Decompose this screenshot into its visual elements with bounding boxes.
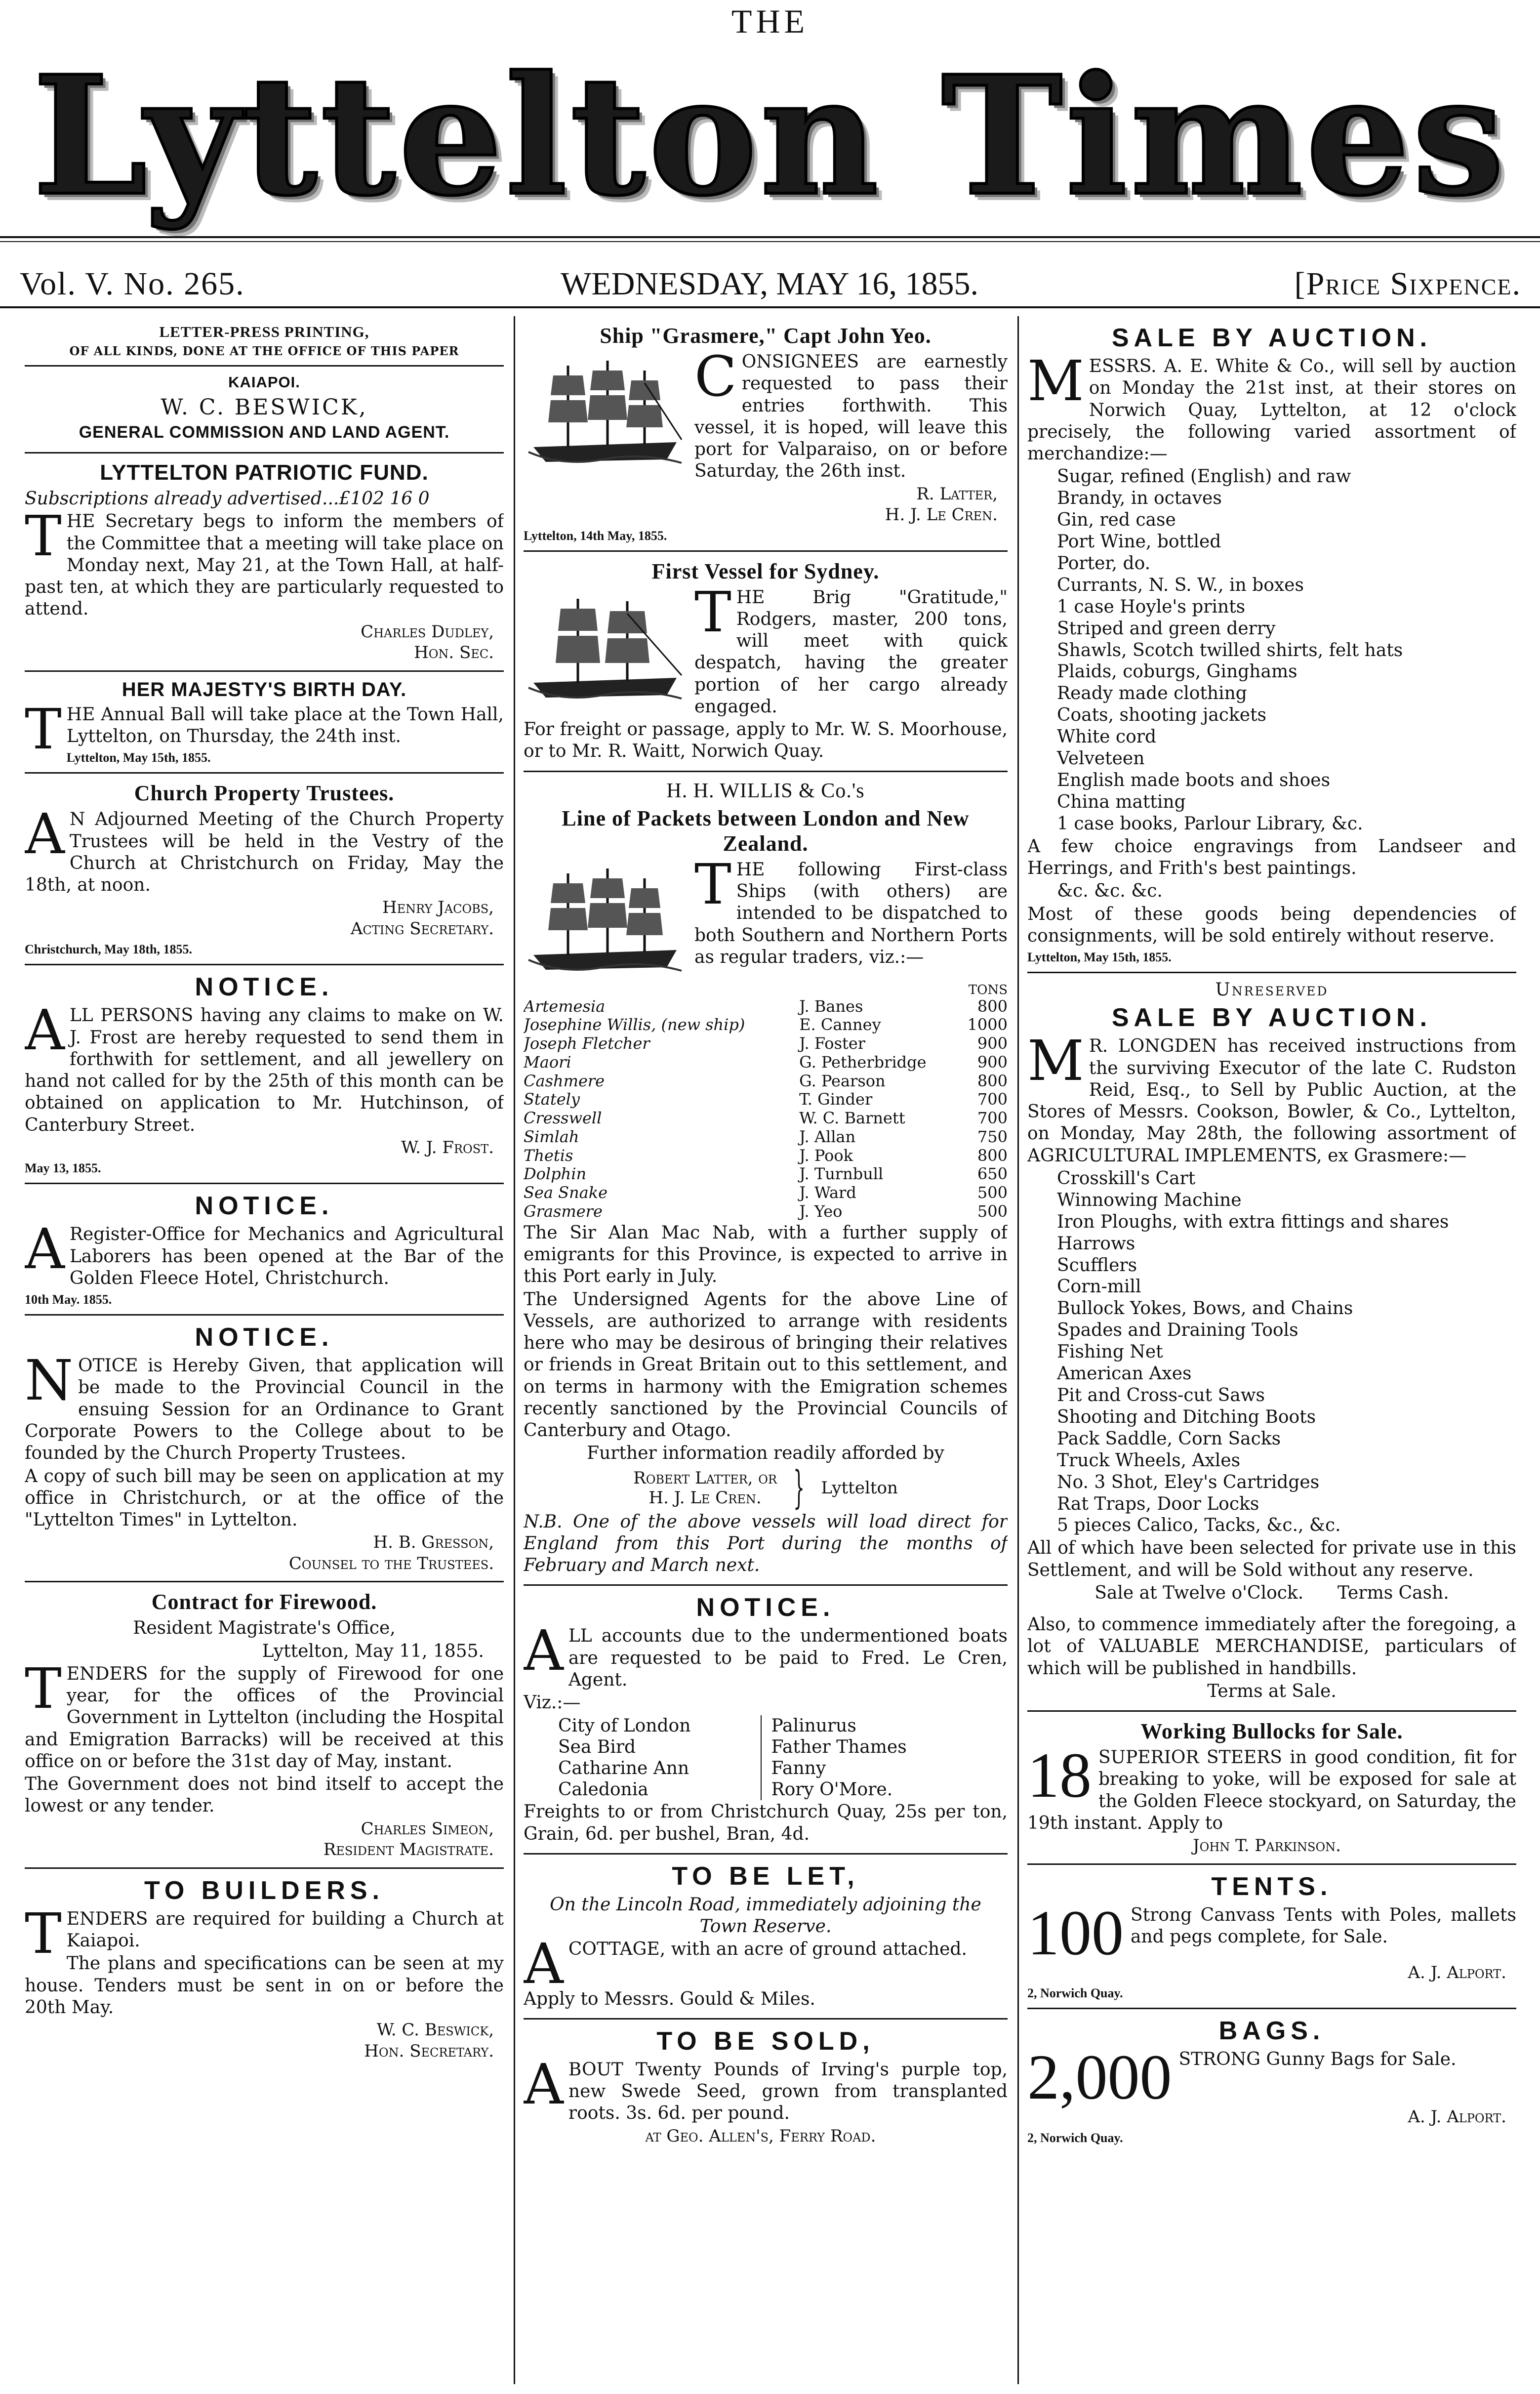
builders-ad [25, 1869, 504, 2068]
grasmere-ad [524, 316, 1008, 552]
ship-name: Grasmere [524, 1201, 603, 1221]
ship-row [524, 1016, 1008, 1034]
drop-cap: C [694, 345, 737, 409]
ship-master: E. Canney [799, 1015, 881, 1034]
dateline-small: Christchurch, May 18th, 1855. [25, 942, 192, 957]
drop-cap: N [25, 1349, 73, 1413]
notice-title: NOTICE. [195, 1192, 334, 1221]
masthead-rule [0, 236, 1540, 238]
merchandise-item: China matting [1057, 791, 1186, 812]
auction-title: SALE BY AUCTION. [1111, 324, 1432, 352]
auction-white-ad [1027, 316, 1516, 973]
ship-row [524, 1184, 1008, 1202]
bullocks-number: 18 [1027, 1740, 1092, 1812]
implement-item: Pack Saddle, Corn Sacks [1057, 1428, 1281, 1449]
tents-title: TENTS. [1211, 1872, 1333, 1901]
notice-body-2: A copy of such bill may be seen on application at my office in Christchurch, or at the office of the "Lyttelton Times" in Lyttelton. [25, 1466, 504, 1530]
ship-master: J. Turnbull [799, 1164, 884, 1184]
merchandise-item: Ready made clothing [1057, 683, 1247, 704]
notice-college [25, 1316, 504, 1582]
ship-tons: 800 [977, 996, 1008, 1016]
price: [Price Sixpence. [1294, 266, 1521, 302]
printing-subtitle: OF ALL KINDS, DONE AT THE OFFICE OF THIS PAPER [69, 344, 459, 358]
signature: Charles Dudley, [361, 621, 494, 642]
builders-title: TO BUILDERS. [144, 1876, 384, 1905]
merchandise-item: Brandy, in octaves [1057, 488, 1222, 509]
merchandise-item: 1 case books, Parlour Library, &c. [1057, 813, 1363, 834]
dateline-small: May 13, 1855. [25, 1161, 101, 1176]
willis-body-2: The Sir Alan Mac Nab, with a further supply of emigrants for this Province, is expected to arrive in this Port early in July. [524, 1222, 1008, 1287]
drop-cap: T [694, 852, 731, 917]
boats-viz: Viz.:— [524, 1692, 581, 1713]
ship-tons: 800 [977, 1146, 1008, 1165]
kaiapoi-name: W. C. BESWICK, [161, 395, 368, 420]
merchandise-item: 1 case Hoyle's prints [1057, 596, 1246, 617]
auction-body-3: Also, to commence immediately after the foregoing, a lot of VALUABLE MERCHANDISE, particulars of which will be published in handbills. [1027, 1614, 1516, 1679]
church-trustees-ad [25, 774, 504, 965]
implement-item: Winnowing Machine [1057, 1190, 1242, 1210]
bags-ad [1027, 2009, 1516, 2152]
address: 2, Norwich Quay. [1027, 1986, 1123, 2001]
signature: A. J. Alport. [1408, 1962, 1506, 1982]
auction-body: ESSRS. A. E. White & Co., will sell by auction on Monday the 21st inst, at their stores on Norwich Quay, Lyttelton, at 12 o'clock precisely, the following varied assortment of merchandize:— [1027, 356, 1516, 464]
brace-icon: } [793, 1461, 805, 1514]
implement-item: Spades and Draining Tools [1057, 1320, 1298, 1341]
merchandise-item: Shawls, Scotch twilled shirts, felt hats [1057, 640, 1403, 660]
ship-name: Joseph Fletcher [524, 1034, 650, 1053]
ship-master: W. C. Barnett [799, 1109, 905, 1128]
ship-tons: 900 [977, 1052, 1008, 1072]
grasmere-body: ONSIGNEES are earnestly requested to pass their entries forthwith. This vessel, it is hoped, will leave this port for Valparaiso, on or before Saturday, the 26th inst. [694, 352, 1008, 482]
volume-number: Vol. V. No. 265. [20, 266, 245, 302]
kaiapoi-ad [25, 367, 504, 454]
notice-title: NOTICE. [195, 973, 334, 1002]
patriotic-body: HE Secretary begs to inform the members of the Committee that a meeting will take place on Monday next, May 21, at the Town Hall, at half-past ten, at which they are particularly requested to attend. [25, 511, 504, 619]
ship-tons: 700 [977, 1109, 1008, 1128]
ship-name: Dolphin [524, 1164, 587, 1184]
ship-tons: 650 [977, 1164, 1008, 1184]
patriotic-subscriptions: Subscriptions already advertised...£102 16 0 [25, 489, 430, 509]
sold-body: BOUT Twenty Pounds of Irving's purple top, new Swede Seed, grown from transplanted roots. 3s. 6d. per pound. [568, 2059, 1008, 2124]
patriotic-title: LYTTELTON PATRIOTIC FUND. [100, 460, 429, 485]
notice-frost [25, 965, 504, 1184]
ship-name: Cresswell [524, 1109, 602, 1128]
tents-ad [1027, 1865, 1516, 2010]
drop-cap: M [1027, 349, 1084, 413]
firewood-place: Lyttelton, May 11, 1855. [262, 1641, 484, 1661]
ship-row [524, 1109, 1008, 1128]
drop-cap: T [25, 1901, 62, 1966]
church-title: Church Property Trustees. [134, 781, 395, 806]
signature: A. J. Alport. [1408, 2107, 1506, 2127]
issue-date: WEDNESDAY, MAY 16, 1855. [561, 266, 979, 302]
sydney-vessel-ad [524, 552, 1008, 772]
notice-body: LL PERSONS having any claims to make on W. J. Frost are hereby requested to send them in forthwith for settlement, and all jewellery on hand not called for by the 25th of this month can be obtained on application to Mr. Hutchinson, of Canterbury Street. [25, 1005, 504, 1135]
newspaper-title: Lyttelton Times [33, 40, 1507, 232]
ship-row [524, 1034, 1008, 1053]
boat-name: Palinurus [771, 1715, 856, 1736]
signature: H. B. Gresson, [373, 1532, 494, 1553]
birthday-ad [25, 672, 504, 774]
implement-item: American Axes [1057, 1363, 1192, 1384]
ship-name: Maori [524, 1052, 571, 1072]
drop-cap: A [524, 2052, 564, 2117]
drop-cap: T [694, 580, 731, 645]
church-body: N Adjourned Meeting of the Church Property Trustees will be held in the Vestry of the Church at Christchurch on Friday, May the 18th, at noon. [25, 809, 504, 896]
column-3 [1027, 316, 1516, 2384]
drop-cap: M [1027, 1029, 1084, 1094]
implement-item: Scufflers [1057, 1255, 1137, 1276]
bullocks-title: Working Bullocks for Sale. [1140, 1719, 1403, 1744]
patriotic-fund-ad [25, 454, 504, 672]
auction-body: R. LONGDEN has received instructions from the surviving Executor of the late C. Rudston Reid, Esq., to Sell by Public Auction, at the Stores of Messrs. Cookson, Bowler, & Co., Lyttelton, on Monday, May 28th, the following assortment of AGRICULTURAL IMPLEMENTS, ex Grasmere:— [1027, 1036, 1516, 1166]
dateline-small: 10th May. 1855. [25, 1292, 112, 1307]
ship-row [524, 1147, 1008, 1165]
drop-cap: A [524, 1619, 564, 1684]
implement-item: Harrows [1057, 1233, 1135, 1254]
implement-item: Shooting and Ditching Boots [1057, 1406, 1316, 1427]
drop-cap: A [25, 802, 65, 867]
dateline [20, 267, 1521, 301]
boats-right [761, 1715, 974, 1801]
implement-item: Fishing Net [1057, 1342, 1163, 1362]
signature: at Geo. Allen's, Ferry Road. [645, 2126, 876, 2146]
ship-name: Sea Snake [524, 1183, 608, 1202]
merchandise-item: Porter, do. [1057, 553, 1151, 574]
implement-item: No. 3 Shot, Eley's Cartridges [1057, 1472, 1320, 1492]
bags-number: 2,000 [1027, 2042, 1172, 2113]
drop-cap: T [25, 1656, 62, 1721]
ship-tons: 500 [977, 1183, 1008, 1202]
bullocks-body: SUPERIOR STEERS in good condition, fit for breaking to yoke, will be exposed for sale at the Golden Fleece stockyard, on Saturday, the 19th instant. Apply to [1027, 1747, 1516, 1833]
boats-notice [524, 1586, 1008, 1854]
merchandise-item: Coats, shooting jackets [1057, 705, 1267, 726]
ship-master: J. Yeo [799, 1201, 843, 1221]
drop-cap: A [25, 998, 65, 1063]
signature: Charles Simeon, [361, 1818, 494, 1839]
agents [524, 1461, 1008, 1514]
implements-list [1027, 1168, 1516, 1536]
signature: R. Latter, [916, 484, 998, 504]
boats-list [524, 1715, 1008, 1801]
notice-body: Register-Office for Mechanics and Agricultural Laborers has been opened at the Bar of the Golden Fleece Hotel, Christchurch. [69, 1224, 504, 1288]
auction-body-2: All of which have been selected for private use in this Settlement, and will be Sold without any reserve. [1027, 1538, 1516, 1580]
agent-name: H. J. Le Cren. [648, 1487, 762, 1508]
boats-left [558, 1715, 761, 1801]
implement-item: Truck Wheels, Axles [1057, 1450, 1241, 1471]
implement-item: Crosskill's Cart [1057, 1168, 1196, 1189]
firewood-body-2: The Government does not bind itself to accept the lowest or any tender. [25, 1774, 504, 1816]
signature-title: Hon. Sec. [414, 643, 494, 663]
signature: John T. Parkinson. [1193, 1836, 1341, 1856]
ship-master: J. Pook [799, 1146, 853, 1165]
auction-pre: Unreserved [1215, 980, 1329, 1000]
ship-row [524, 997, 1008, 1016]
boat-name: Sea Bird [558, 1736, 636, 1757]
builders-body: ENDERS are required for building a Church at Kaiapoi. [66, 1908, 504, 1951]
let-subtitle: On the Lincoln Road, immediately adjoining the Town Reserve. [550, 1894, 981, 1937]
ship-name: Cashmere [524, 1071, 605, 1090]
birthday-title: HER MAJESTY'S BIRTH DAY. [122, 678, 407, 701]
printing-title: LETTER-PRESS PRINTING, [159, 323, 369, 340]
ship-master: G. Pearson [799, 1071, 886, 1090]
firewood-title: Contract for Firewood. [151, 1590, 377, 1614]
ship-tons: 800 [977, 1071, 1008, 1090]
ship-tons: 1000 [967, 1015, 1008, 1034]
ship-name: Artemesia [524, 996, 606, 1016]
notice-register-office [25, 1184, 504, 1316]
auction-etc: &c. &c. &c. [1057, 881, 1163, 902]
firewood-body: ENDERS for the supply of Firewood for one year, for the offices of the Provincial Government in Lyttelton (including the Hospital and Emigration Barracks) will be received at this office on or before the 31st day of May, instant. [25, 1663, 504, 1772]
kaiapoi-place: KAIAPOI. [228, 373, 300, 391]
auction-title: SALE BY AUCTION. [1111, 1003, 1432, 1032]
willis-body: HE following First-class Ships (with others) are intended to be dispatched to both Southern and Northern Ports as regular traders, viz.:— [694, 859, 1008, 967]
dateline-small: Lyttelton, May 15th, 1855. [1027, 950, 1172, 965]
agent-place: Lyttelton [821, 1478, 898, 1498]
willis-title: H. H. WILLIS & Co.'s [666, 779, 865, 802]
ship-row [524, 1090, 1008, 1109]
column-1 [25, 316, 504, 2384]
notice-body: OTICE is Hereby Given, that application will be made to the Provincial Council in the ensuing Session for an Ordinance to Grant Corporate Powers to the College about to be founded by the Church Property Trustees. [25, 1356, 504, 1464]
column-2 [524, 316, 1008, 2384]
merchandise-item: Port Wine, bottled [1057, 532, 1221, 552]
implement-item: Corn-mill [1057, 1277, 1141, 1297]
drop-cap: T [25, 697, 62, 762]
firewood-office: Resident Magistrate's Office, [133, 1618, 396, 1639]
ship-row [524, 1202, 1008, 1221]
merchandise-item: White cord [1057, 727, 1157, 747]
ship-name: Thetis [524, 1146, 573, 1165]
willis-body-3: The Undersigned Agents for the above Line of Vessels, are authorized to arrange with residents here who may be desirous of bringing their relatives or friends in Great Britain out to this settlement, and on terms in harmony with the Emigration schemes recently sanctioned by the Provincial Councils of Canterbury and Otago. [524, 1289, 1008, 1441]
merchandise-item: Striped and green derry [1057, 618, 1276, 639]
ship-tons: 700 [977, 1090, 1008, 1109]
willis-body-4: Further information readily afforded by [587, 1443, 944, 1464]
auction-terms: Sale at Twelve o'Clock. Terms Cash. [1094, 1582, 1449, 1603]
sydney-title: First Vessel for Sydney. [651, 559, 880, 583]
tents-body: Strong Canvass Tents with Poles, mallets and pegs complete, for Sale. [1131, 1904, 1516, 1947]
to-let-ad [524, 1855, 1008, 2020]
boat-name: Catharine Ann [558, 1758, 689, 1778]
notice-title: NOTICE. [195, 1323, 334, 1352]
willis-nb: N.B. One of the above vessels will load direct for England from this Port during the months of February and March next. [524, 1511, 1008, 1576]
implement-item: 5 pieces Calico, Tacks, &c., &c. [1057, 1515, 1341, 1536]
bags-body: STRONG Gunny Bags for Sale. [1178, 2049, 1457, 2070]
auction-body-2: A few choice engravings from Landseer and Herrings, and Frith's best paintings. [1027, 836, 1516, 878]
ship-icon [524, 589, 687, 707]
implement-item: Iron Ploughs, with extra fittings and shares [1057, 1211, 1449, 1232]
boats-body: LL accounts due to the undermentioned boats are requested to be paid to Fred. Le Cren, Agent. [568, 1626, 1008, 1690]
merchandise-item: Plaids, coburgs, Ginghams [1057, 661, 1297, 682]
willis-subtitle: Line of Packets between London and New Zealand. [562, 806, 970, 856]
boat-name: Father Thames [771, 1736, 907, 1757]
ship-name: Stately [524, 1090, 580, 1109]
dateline-rule [0, 306, 1540, 308]
willis-packets-ad [524, 772, 1008, 1586]
merchandise-item: Gin, red case [1057, 510, 1176, 531]
masthead-the: THE [731, 2, 809, 40]
ships-table [524, 997, 1008, 1221]
builders-body-2: The plans and specifications can be seen at my house. Tenders must be sent in on or before the 20th May. [25, 1953, 504, 2018]
boat-name: City of London [558, 1715, 691, 1736]
bags-title: BAGS. [1218, 2017, 1325, 2046]
column-divider [514, 316, 515, 2384]
sold-title: TO BE SOLD, [656, 2026, 875, 2056]
ship-master: J. Foster [799, 1034, 866, 1053]
let-body-2: Apply to Messrs. Gould & Miles. [524, 1988, 815, 2009]
merchandise-item: Currants, N. S. W., in boxes [1057, 575, 1304, 595]
tents-number: 100 [1027, 1897, 1124, 1969]
implement-item: Pit and Cross-cut Saws [1057, 1385, 1265, 1405]
boat-name: Fanny [771, 1758, 826, 1778]
ship-row [524, 1053, 1008, 1072]
drop-cap: A [524, 1932, 564, 1997]
ship-master: J. Allan [799, 1127, 856, 1146]
signature-title: Acting Secretary. [350, 918, 494, 939]
auction-body-3: Most of these goods being dependencies of consignments, will be sold entirely without reserve. [1027, 904, 1516, 946]
sydney-body: HE Brig "Gratitude," Rodgers, master, 200 tons, will meet with quick despatch, having the greater portion of her cargo already engaged. [694, 587, 1008, 717]
signature-title: Hon. Secretary. [364, 2041, 494, 2061]
merchandise-item: English made boots and shoes [1057, 770, 1331, 791]
ship-tons: 900 [977, 1034, 1008, 1053]
auction-terms-2: Terms at Sale. [1207, 1681, 1337, 1701]
merchandise-list [1027, 466, 1516, 834]
ship-master: T. Ginder [799, 1090, 873, 1109]
ship-name: Josephine Willis, (new ship) [524, 1015, 745, 1034]
signature: W. J. Frost. [401, 1137, 494, 1157]
printing-ad [25, 316, 504, 367]
masthead-rule-thin [0, 241, 1540, 242]
tons-label: TONS [968, 982, 1008, 997]
kaiapoi-role: GENERAL COMMISSION AND LAND AGENT. [79, 423, 450, 442]
column-divider [1017, 316, 1019, 2384]
ship-icon [524, 861, 687, 980]
signature: W. C. Beswick, [376, 2020, 494, 2040]
ship-tons: 750 [977, 1127, 1008, 1146]
signature: H. J. Le Cren. [885, 505, 998, 525]
agent-name: Robert Latter, or [633, 1468, 777, 1488]
boat-name: Caledonia [558, 1779, 648, 1800]
grasmere-title: Ship "Grasmere," Capt John Yeo. [600, 324, 932, 348]
boats-body-2: Freights to or from Christchurch Quay, 25s per ton, Grain, 6d. per bushel, Bran, 4d. [524, 1802, 1008, 1844]
ship-name: Simlah [524, 1127, 579, 1146]
ship-master: J. Banes [799, 996, 863, 1016]
address: 2, Norwich Quay. [1027, 2130, 1123, 2145]
ship-row [524, 1128, 1008, 1147]
signature-title: Resident Magistrate. [323, 1840, 494, 1860]
let-body: COTTAGE, with an acre of ground attached. [568, 1939, 967, 1960]
notice-title: NOTICE. [696, 1593, 835, 1622]
signature: Henry Jacobs, [382, 898, 494, 918]
sydney-body-2: For freight or passage, apply to Mr. W. S. Moorhouse, or to Mr. R. Waitt, Norwich Quay. [524, 719, 1008, 762]
firewood-contract-ad [25, 1582, 504, 1868]
ship-row [524, 1165, 1008, 1184]
bullocks-ad [1027, 1712, 1516, 1865]
signature-title: Counsel to the Trustees. [288, 1553, 494, 1573]
drop-cap: T [25, 504, 62, 569]
ship-master: J. Ward [799, 1183, 856, 1202]
merchandise-item: Sugar, refined (English) and raw [1057, 466, 1351, 487]
ship-tons: 500 [977, 1201, 1008, 1221]
auction-longden-ad [1027, 973, 1516, 1712]
masthead [0, 0, 1540, 257]
ship-row [524, 1072, 1008, 1091]
birthday-body: HE Annual Ball will take place at the Town Hall, Lyttelton, on Thursday, the 24th inst. [66, 704, 504, 746]
let-title: TO BE LET, [672, 1861, 859, 1891]
implement-item: Rat Traps, Door Locks [1057, 1493, 1259, 1514]
drop-cap: A [25, 1217, 65, 1282]
ship-icon [524, 353, 687, 472]
ship-master: G. Petherbridge [799, 1052, 927, 1072]
implement-item: Bullock Yokes, Bows, and Chains [1057, 1298, 1353, 1319]
merchandise-item: Velveteen [1057, 748, 1145, 769]
dateline-small: Lyttelton, May 15th, 1855. [66, 750, 211, 765]
dateline-small: Lyttelton, 14th May, 1855. [524, 528, 667, 543]
boat-name: Rory O'More. [771, 1779, 893, 1800]
to-be-sold-ad [524, 2020, 1008, 2153]
